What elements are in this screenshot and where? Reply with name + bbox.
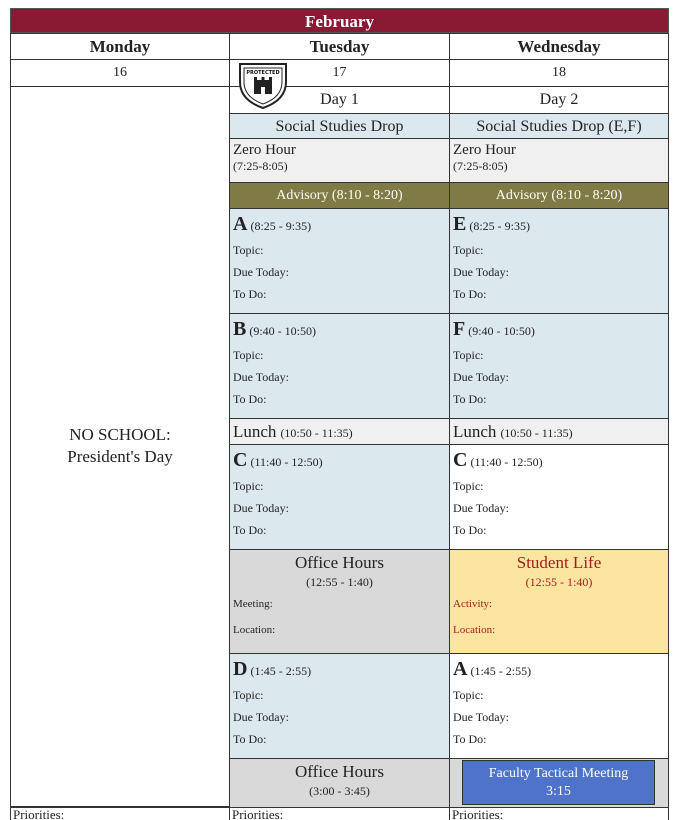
- to-do-label: To Do:: [233, 732, 267, 746]
- meeting-label: Meeting:: [233, 598, 273, 610]
- block-time: (9:40 - 10:50): [468, 324, 535, 338]
- location-label: Location:: [453, 624, 496, 636]
- due-today-label: Due Today:: [453, 501, 509, 515]
- office-hours-tuesday[interactable]: [229, 549, 450, 654]
- block-time: (1:45 - 2:55): [470, 664, 532, 678]
- block-time: (8:25 - 9:35): [250, 219, 312, 233]
- due-today-label: Due Today:: [453, 265, 509, 279]
- class-block-wednesday-f[interactable]: [449, 313, 669, 419]
- office-hours-title: Office Hours: [295, 553, 384, 572]
- day-label-wednesday: Day 2: [449, 86, 669, 114]
- office-hours-time: (12:55 - 1:40): [306, 575, 373, 589]
- due-today-label: Due Today:: [453, 710, 509, 724]
- activity-label: Activity:: [453, 598, 493, 610]
- block-time: (11:40 - 12:50): [250, 455, 323, 469]
- class-block-tuesday-a[interactable]: [229, 208, 450, 314]
- block-letter: C: [453, 449, 468, 471]
- day-header-tuesday: Tuesday: [229, 33, 450, 60]
- priorities-tuesday[interactable]: Priorities:: [229, 807, 450, 820]
- advisory-wednesday: Advisory (8:10 - 8:20): [449, 182, 669, 209]
- student-life-title: Student Life: [516, 553, 602, 572]
- to-do-label: To Do:: [233, 392, 267, 406]
- to-do-label: To Do:: [233, 523, 267, 537]
- zero-hour-time: (7:25-8:05): [233, 159, 288, 173]
- class-block-tuesday-d[interactable]: [229, 653, 450, 759]
- date-tuesday-value: 17: [332, 65, 347, 80]
- class-block-tuesday-c[interactable]: [229, 444, 450, 550]
- day-label-tuesday: Day 1: [229, 86, 450, 114]
- office-hours-time: (3:00 - 3:45): [309, 784, 370, 798]
- to-do-label: To Do:: [453, 732, 487, 746]
- due-today-label: Due Today:: [453, 370, 509, 384]
- block-time: (11:40 - 12:50): [470, 455, 543, 469]
- block-letter: B: [233, 318, 247, 340]
- topic-label: Topic:: [453, 479, 484, 493]
- lunch-title: Lunch: [233, 422, 277, 441]
- block-letter: C: [233, 449, 248, 471]
- monday-body: [10, 86, 230, 807]
- due-today-label: Due Today:: [233, 265, 289, 279]
- class-block-tuesday-b[interactable]: [229, 313, 450, 419]
- block-header: [453, 316, 665, 344]
- topic-label: Topic:: [233, 243, 264, 257]
- block-header: [453, 656, 665, 684]
- block-time: (1:45 - 2:55): [250, 664, 312, 678]
- due-today-label: Due Today:: [233, 710, 289, 724]
- lunch-wednesday: [449, 418, 669, 445]
- faculty-meeting-time: 3:15: [546, 784, 571, 799]
- priorities-wednesday[interactable]: Priorities:: [449, 807, 669, 820]
- block-header: [233, 316, 446, 344]
- social-studies-drop-wednesday: Social Studies Drop (E,F): [449, 113, 669, 139]
- zero-hour-title: Zero Hour: [453, 142, 516, 158]
- to-do-label: To Do:: [233, 287, 267, 301]
- topic-label: Topic:: [453, 348, 484, 362]
- block-header: [233, 656, 446, 684]
- to-do-label: To Do:: [453, 392, 487, 406]
- office-hours-2-tuesday[interactable]: [229, 758, 450, 808]
- no-school-label: NO SCHOOL:: [69, 425, 171, 444]
- zero-hour-tuesday: [229, 138, 450, 183]
- class-block-wednesday-e[interactable]: [449, 208, 669, 314]
- student-life-time: (12:55 - 1:40): [525, 575, 593, 589]
- block-letter: A: [233, 213, 248, 235]
- lunch-tuesday: [229, 418, 450, 445]
- class-block-wednesday-c[interactable]: [449, 444, 669, 550]
- month-title: February: [10, 8, 669, 33]
- lunch-time: (10:50 - 11:35): [500, 426, 573, 440]
- priorities-monday[interactable]: Priorities:: [10, 807, 230, 820]
- faculty-meeting-title: Faculty Tactical Meeting: [488, 766, 629, 781]
- badge-text: PROTECTED: [246, 70, 280, 76]
- faculty-meeting-button[interactable]: [462, 760, 655, 805]
- topic-label: Topic:: [233, 479, 264, 493]
- student-life-wednesday[interactable]: [449, 549, 669, 654]
- advisory-tuesday: Advisory (8:10 - 8:20): [229, 182, 450, 209]
- block-time: (8:25 - 9:35): [469, 219, 530, 233]
- block-letter: F: [453, 318, 466, 340]
- to-do-label: To Do:: [453, 287, 487, 301]
- block-header: [453, 211, 665, 239]
- date-wednesday: 18: [449, 59, 669, 87]
- topic-label: Topic:: [453, 688, 484, 702]
- holiday-name: President's Day: [67, 447, 173, 466]
- faculty-meeting-cell: [449, 758, 669, 808]
- class-block-wednesday-a[interactable]: [449, 653, 669, 759]
- block-header: [453, 447, 665, 475]
- social-studies-drop-tuesday: Social Studies Drop: [229, 113, 450, 139]
- date-monday: 16: [10, 59, 230, 87]
- topic-label: Topic:: [453, 243, 484, 257]
- topic-label: Topic:: [233, 348, 264, 362]
- block-header: [233, 447, 446, 475]
- zero-hour-title: Zero Hour: [233, 142, 296, 158]
- block-time: (9:40 - 10:50): [249, 324, 316, 338]
- zero-hour-time: (7:25-8:05): [453, 159, 508, 173]
- zero-hour-wednesday: [449, 138, 669, 183]
- to-do-label: To Do:: [453, 523, 487, 537]
- lunch-title: Lunch: [453, 422, 497, 441]
- block-letter: A: [453, 658, 468, 680]
- topic-label: Topic:: [233, 688, 264, 702]
- protected-badge-icon: [236, 60, 290, 110]
- location-label: Location:: [233, 624, 276, 636]
- due-today-label: Due Today:: [233, 370, 289, 384]
- lunch-time: (10:50 - 11:35): [280, 426, 353, 440]
- block-letter: E: [453, 213, 467, 235]
- day-header-wednesday: Wednesday: [449, 33, 669, 60]
- day-header-monday: Monday: [10, 33, 230, 60]
- office-hours-title: Office Hours: [295, 762, 384, 781]
- due-today-label: Due Today:: [233, 501, 289, 515]
- block-header: [233, 211, 446, 239]
- block-letter: D: [233, 658, 248, 680]
